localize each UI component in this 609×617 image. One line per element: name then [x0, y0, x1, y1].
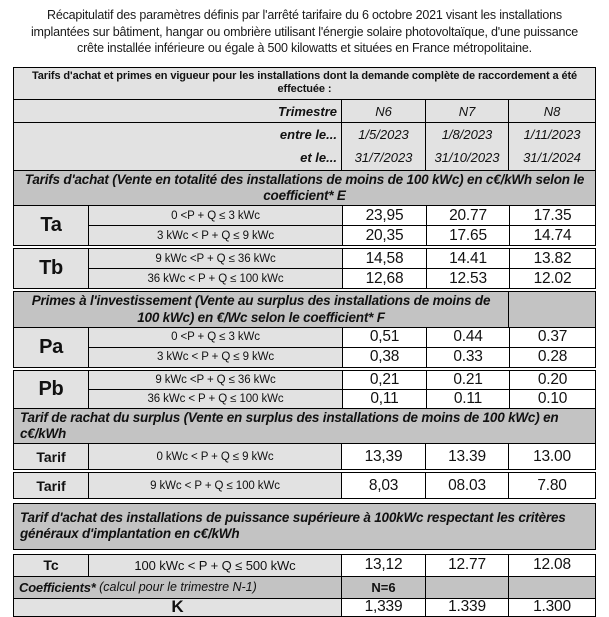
pa-row1-n8: 0.37	[509, 328, 595, 347]
pb-row1-n6: 0,21	[342, 371, 426, 389]
pb-row2-n8: 0.10	[509, 390, 595, 408]
start-date-n6: 1/5/2023	[358, 126, 409, 142]
k-n8: 1.300	[508, 599, 595, 616]
et-le-label: et le...	[300, 150, 337, 166]
pa-row1-n6: 0,51	[342, 328, 426, 347]
section-grande-heading: Tarif d'achat des installations de puissance supérieure à 100kWc respectant les critères généraux d'implantation en c€/kWh	[14, 504, 595, 548]
ta-row2-n7: 17.65	[426, 226, 509, 245]
group-pa	[14, 328, 595, 368]
surplus-row2-label: Tarif	[14, 473, 88, 498]
ta-row2-range: 3 kWc < P + Q ≤ 9 kWc	[89, 226, 342, 245]
coefficients-empty-n8	[508, 577, 595, 598]
surplus-row2-n7: 08.03	[425, 473, 508, 498]
quarter-n6: N6	[341, 100, 425, 122]
section-primes-heading: Primes à l'investissement (Vente au surplus des installations de moins de 100 kWc) en €/Wc selon le coefficient* F	[14, 292, 508, 326]
tb-row2-n6: 12,68	[342, 269, 426, 288]
tb-row2-range: 36 kWc < P + Q ≤ 100 kWc	[89, 269, 342, 288]
surplus-row1-range: 0 kWc < P + Q ≤ 9 kWc	[88, 444, 341, 469]
coefficients-empty-n7	[425, 577, 508, 598]
start-date-n8: 1/11/2023	[523, 126, 581, 142]
ta-row2-n6: 20,35	[342, 226, 426, 245]
pb-row1-n8: 0.20	[509, 371, 595, 389]
k-row	[14, 599, 595, 616]
quarter-n8: N8	[508, 100, 595, 122]
pb-row2-n7: 0.11	[426, 390, 509, 408]
pb-row2-range: 36 kWc < P + Q ≤ 100 kWc	[89, 390, 342, 408]
surplus-row-1	[14, 444, 595, 470]
tb-row1-n8: 13.82	[509, 249, 595, 268]
section-totalite-heading: Tarifs d'achat (Vente en totalité des installations de moins de 100 kWc) en c€/kWh selon le coefficient* E	[14, 171, 595, 205]
section-primes-empty-cell	[508, 292, 595, 326]
pa-row1-n7: 0.44	[426, 328, 509, 347]
section-surplus-heading-row	[14, 409, 595, 444]
surplus-row2-range: 9 kWc < P + Q ≤ 100 kWc	[88, 473, 341, 498]
ta-row1-n7: 20.77	[426, 206, 509, 225]
pb-row2-n6: 0,11	[342, 390, 426, 408]
pa-row2-n7: 0.33	[426, 348, 509, 367]
tb-row1-range: 9 kWc <P + Q ≤ 36 kWc	[89, 249, 342, 268]
coefficients-label-bold: Coefficients*	[19, 579, 96, 595]
coefficients-n-value: N=6	[341, 577, 425, 598]
section-primes-heading-row	[14, 291, 595, 327]
pb-row1-n7: 0.21	[426, 371, 509, 389]
pb-row1-range: 9 kWc <P + Q ≤ 36 kWc	[89, 371, 342, 389]
coefficients-label-note: (calcul pour le trimestre N-1)	[95, 580, 257, 594]
pa-row1-range: 0 <P + Q ≤ 3 kWc	[89, 328, 342, 347]
group-ta	[14, 206, 595, 246]
dates-n7	[425, 123, 508, 170]
tc-n7: 12.77	[425, 555, 508, 576]
tb-row2-n8: 12.02	[509, 269, 595, 288]
tb-row1-n6: 14,58	[342, 249, 426, 268]
dates-n6	[341, 123, 425, 170]
coefficients-row	[14, 577, 595, 599]
section-surplus-heading: Tarif de rachat du surplus (Vente en surplus des installations de moins de 100 kWc) en c€/kWh	[14, 409, 595, 443]
k-n6: 1,339	[341, 599, 425, 616]
ta-row2-n8: 14.74	[509, 226, 595, 245]
date-range-labels	[14, 123, 341, 170]
tb-row2-n7: 12.53	[426, 269, 509, 288]
tariff-table	[13, 67, 596, 617]
period-block	[14, 100, 595, 171]
table-title: Tarifs d'achat et primes en vigueur pour les installations dont la demande complète de raccordement a été effectuée :	[14, 68, 595, 100]
tc-n6: 13,12	[341, 555, 425, 576]
intro-paragraph: Récapitulatif des paramètres définis par l'arrêté tarifaire du 6 octobre 2021 visant les installations implantées sur bâtiment, hangar ou ombrière utilisant l'énergie solaire photovoltaïque, d'une puissance crête installée inférieure ou égale à 500 kilowatts et situées en France métropolitaine.	[30, 8, 578, 55]
surplus-row1-n8: 13.00	[508, 444, 595, 469]
end-date-n8: 31/1/2024	[523, 150, 581, 166]
surplus-row-2	[14, 472, 595, 499]
pa-row2-range: 3 kWc < P + Q ≤ 9 kWc	[89, 348, 342, 367]
surplus-row2-n6: 8,03	[341, 473, 425, 498]
end-date-n6: 31/7/2023	[354, 150, 413, 166]
start-date-n7: 1/8/2023	[441, 126, 493, 142]
ta-row1-range: 0 <P + Q ≤ 3 kWc	[89, 206, 342, 225]
tc-row	[14, 554, 595, 577]
group-tb-label: Tb	[14, 249, 88, 288]
quarter-n7: N7	[425, 100, 508, 122]
end-date-n7: 31/10/2023	[434, 150, 500, 166]
k-n7: 1.339	[425, 599, 508, 616]
group-tb	[14, 248, 595, 289]
trimestre-label: Trimestre	[14, 100, 341, 122]
section-totalite-heading-row	[14, 171, 595, 206]
surplus-row1-n6: 13,39	[341, 444, 425, 469]
ta-row1-n8: 17.35	[509, 206, 595, 225]
coefficients-label	[14, 577, 341, 598]
tb-row1-n7: 14.41	[426, 249, 509, 268]
group-pa-label: Pa	[14, 328, 88, 367]
surplus-row2-n8: 7.80	[508, 473, 595, 498]
tc-label: Tc	[14, 555, 88, 576]
pa-row2-n8: 0.28	[509, 348, 595, 367]
table-title-row	[14, 68, 595, 101]
ta-row1-n6: 23,95	[342, 206, 426, 225]
pa-row2-n6: 0,38	[342, 348, 426, 367]
surplus-row1-n7: 13.39	[425, 444, 508, 469]
group-ta-label: Ta	[14, 206, 88, 245]
k-label: K	[14, 599, 341, 616]
entre-le-label: entre le...	[279, 126, 337, 142]
surplus-row1-label: Tarif	[14, 444, 88, 469]
group-pb-label: Pb	[14, 371, 88, 408]
tc-range: 100 kWc < P + Q ≤ 500 kWc	[88, 555, 341, 576]
section-grande-heading-row	[14, 503, 595, 549]
tc-n8: 12.08	[508, 555, 595, 576]
dates-n8	[508, 123, 595, 170]
group-pb	[14, 370, 595, 409]
